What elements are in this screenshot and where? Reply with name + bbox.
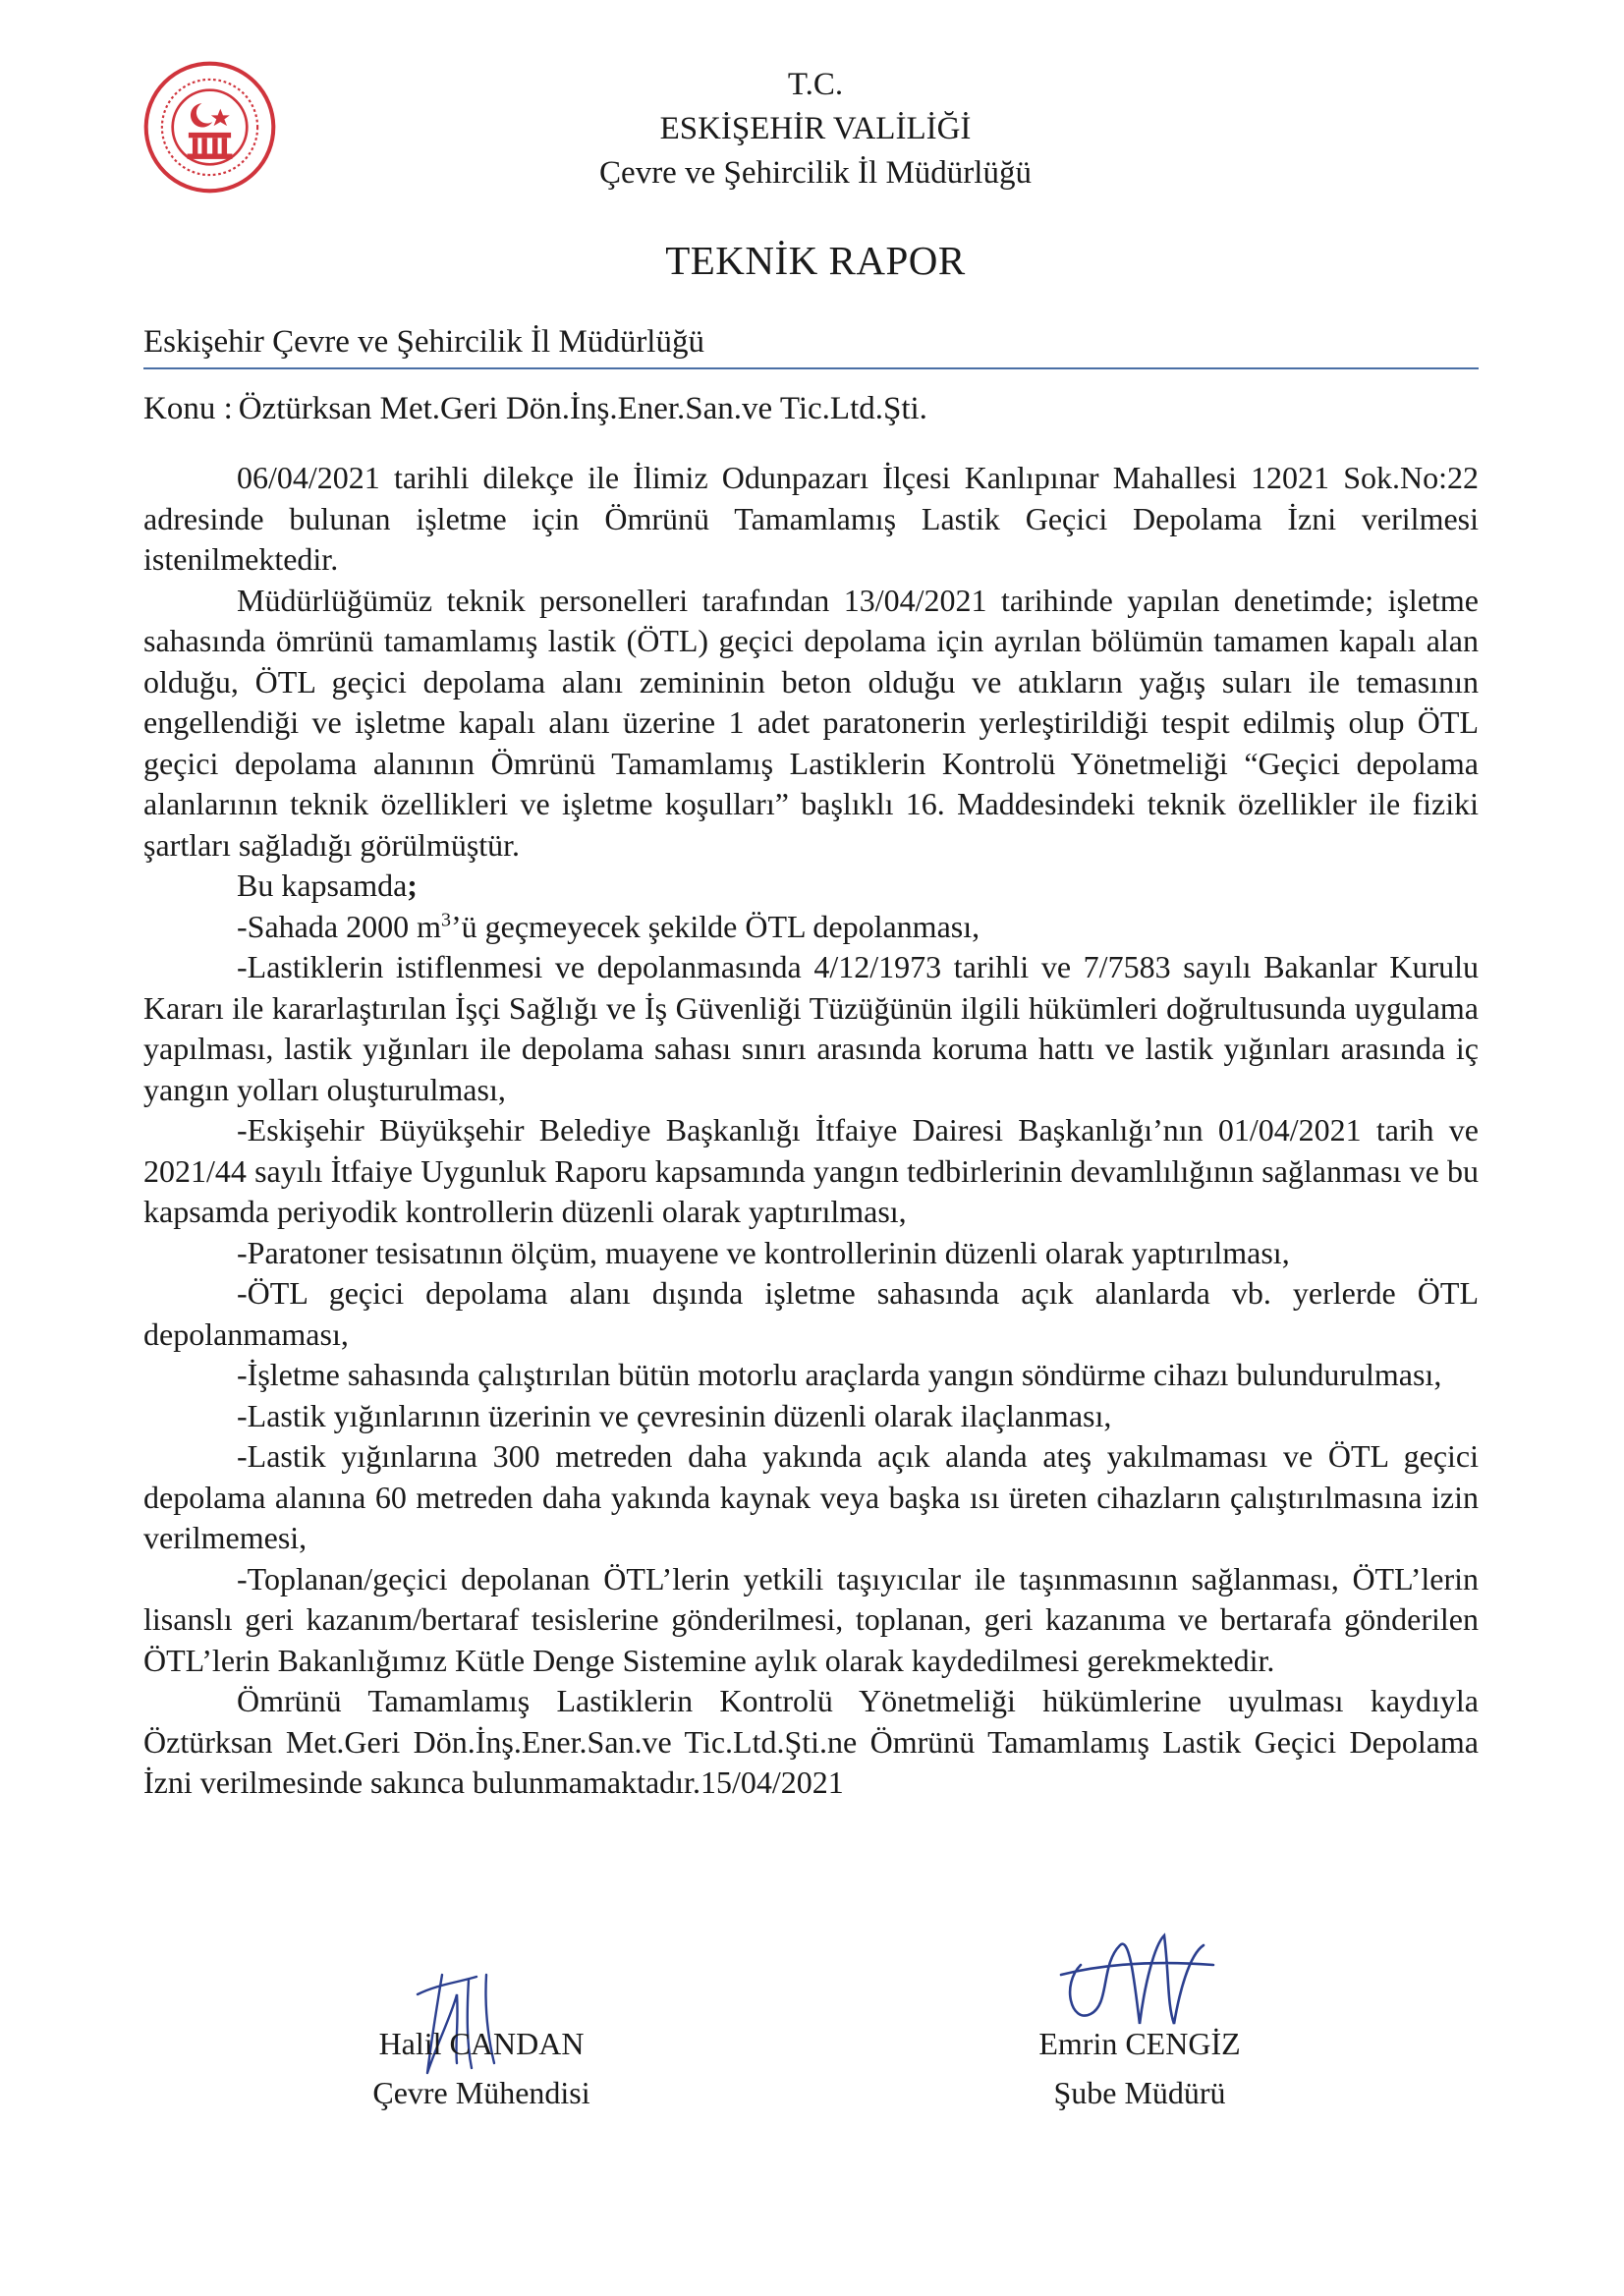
subject-text: Öztürksan Met.Geri Dön.İnş.Ener.San.ve Tic.Ltd.Şti. (238, 391, 927, 426)
paragraph-10: -Lastik yığınlarının üzerinin ve çevresinin düzenli olarak ilaçlanması, (237, 1397, 1112, 1433)
ministry-seal-icon (143, 61, 276, 194)
paragraph-4-sup: 3 (440, 908, 451, 930)
paragraph-3 (143, 866, 1479, 907)
signatory-right (992, 2019, 1287, 2117)
header-line-governorship: ESKİŞEHİR VALİLİĞİ (659, 111, 972, 146)
paragraph-11: -Lastik yığınlarına 300 metreden daha yakında açık alanda ateş yakılmaması ve ÖTL geçici depolama alanına 60 metreden daha yakında kaynak veya başka ısı üreten cihazların çalıştırılmasına izin verilmemesi, (143, 1438, 1479, 1555)
paragraph-13: Ömrünü Tamamlamış Lastiklerin Kontrolü Yönetmeliği hükümlerine uyulması kaydıyla Öztürksan Met.Geri Dön.İnş.Ener.San.ve Tic.Ltd.Şti.ne Ömrünü Tamamlamış Lastik Geçici Depolama İzni verilmesinde sakınca bulunmamaktadır.15/04/2021 (143, 1683, 1479, 1800)
signatory-right-name: Emrin CENGİZ (1038, 2026, 1241, 2061)
document-title: TEKNİK RAPOR (665, 238, 966, 283)
report-body (143, 458, 1479, 1804)
letterhead (413, 63, 1218, 196)
paragraph-12: -Toplanan/geçici depolanan ÖTL’lerin yetkili taşıyıcılar ile taşınmasının sağlanması, ÖTL’lerin lisanslı geri kazanım/bertaraf tesislerine gönderilmesi, toplanan, geri kazanıma ve bertarafa gönderilen ÖTL’lerin Bakanlığımız Kütle Denge Sistemine aylık olarak kaydedilmesi gerekmektedir. (143, 1560, 1479, 1678)
divider-line (143, 367, 1479, 369)
paragraph-6: -Eskişehir Büyükşehir Belediye Başkanlığı İtfaiye Dairesi Başkanlığı’nın 01/04/2021 tarih ve 2021/44 sayılı İtfaiye Uygunluk Raporu kapsamında yangın tedbirlerinin devamlılığının sağlanması ve bu kapsamda periyodik kontrollerin düzenli olarak yaptırılması, (143, 1112, 1479, 1229)
signatory-left-name: Halil CANDAN (378, 2026, 585, 2061)
subject-label: Konu : (143, 391, 233, 426)
signatory-left (334, 2019, 629, 2117)
paragraph-4-post: ’ü geçmeyecek şekilde ÖTL depolanması, (450, 908, 980, 944)
signatory-left-role: Çevre Mühendisi (372, 2075, 590, 2110)
paragraph-9: -İşletme sahasında çalıştırılan bütün motorlu araçlarda yangın söndürme cihazı bulundurulması, (237, 1357, 1442, 1392)
paragraph-4 (143, 907, 1479, 948)
paragraph-2: Müdürlüğümüz teknik personelleri tarafından 13/04/2021 tarihinde yapılan denetimde; işletme sahasında ömrünü tamamlamış lastik (ÖTL) geçici depolama için ayrılan bölümün tamamen kapalı alan olduğu, ÖTL geçici depolama alanı zemininin beton olduğu ve atıkların yağış suları ile temasının engellendiği ve işletme kapalı alanı üzerine 1 adet paratonerin yerleştirildiği tespit edilmiş olup ÖTL geçici depolama alanının Ömrünü Tamamlamış Lastiklerin Kontrolü Yönetmeliği “Geçici depolama alanlarının teknik özellikleri ve işletme koşulları” başlıklı 16. Maddesindeki teknik özellikler ile fiziki şartları sağladığı görülmüştür. (143, 582, 1479, 863)
paragraph-7: -Paratoner tesisatının ölçüm, muayene ve kontrollerinin düzenli olarak yaptırılması, (237, 1234, 1290, 1270)
signatory-right-role: Şube Müdürü (1053, 2075, 1226, 2110)
paragraph-4-pre: -Sahada 2000 m (237, 908, 441, 944)
paragraph-5: -Lastiklerin istiflenmesi ve depolanmasında 4/12/1973 tarihli ve 7/7583 sayılı Bakanlar Kurulu Kararı ile kararlaştırılan İşçi Sağlığı ve İş Güvenliği Tüzüğünün ilgili hükümleri doğrultusunda uygulama yapılması, lastik yığınları ile depolama sahası sınırı arasında koruma hattı ve lastik yığınları arasında iç yangın yolları oluşturulması, (143, 949, 1479, 1107)
paragraph-1: 06/04/2021 tarihli dilekçe ile İlimiz Odunpazarı İlçesi Kanlıpınar Mahallesi 12021 Sok.No:22 adresinde bulunan işletme için Ömrünü Tamamlamış Lastik Geçici Depolama İzni verilmesi istenilmektedir. (143, 460, 1479, 577)
paragraph-3-text: Bu kapsamda (237, 868, 408, 903)
header-line-tc: T.C. (787, 67, 844, 102)
recipient: Eskişehir Çevre ve Şehircilik İl Müdürlüğü (143, 324, 704, 360)
paragraph-8: -ÖTL geçici depolama alanı dışında işletme sahasında açık alanlarda vb. yerlerde ÖTL depolanmaması, (143, 1275, 1479, 1352)
header-line-directorate: Çevre ve Şehircilik İl Müdürlüğü (599, 155, 1032, 191)
subject-line (143, 387, 927, 430)
paragraph-3-bold: ; (407, 868, 418, 903)
